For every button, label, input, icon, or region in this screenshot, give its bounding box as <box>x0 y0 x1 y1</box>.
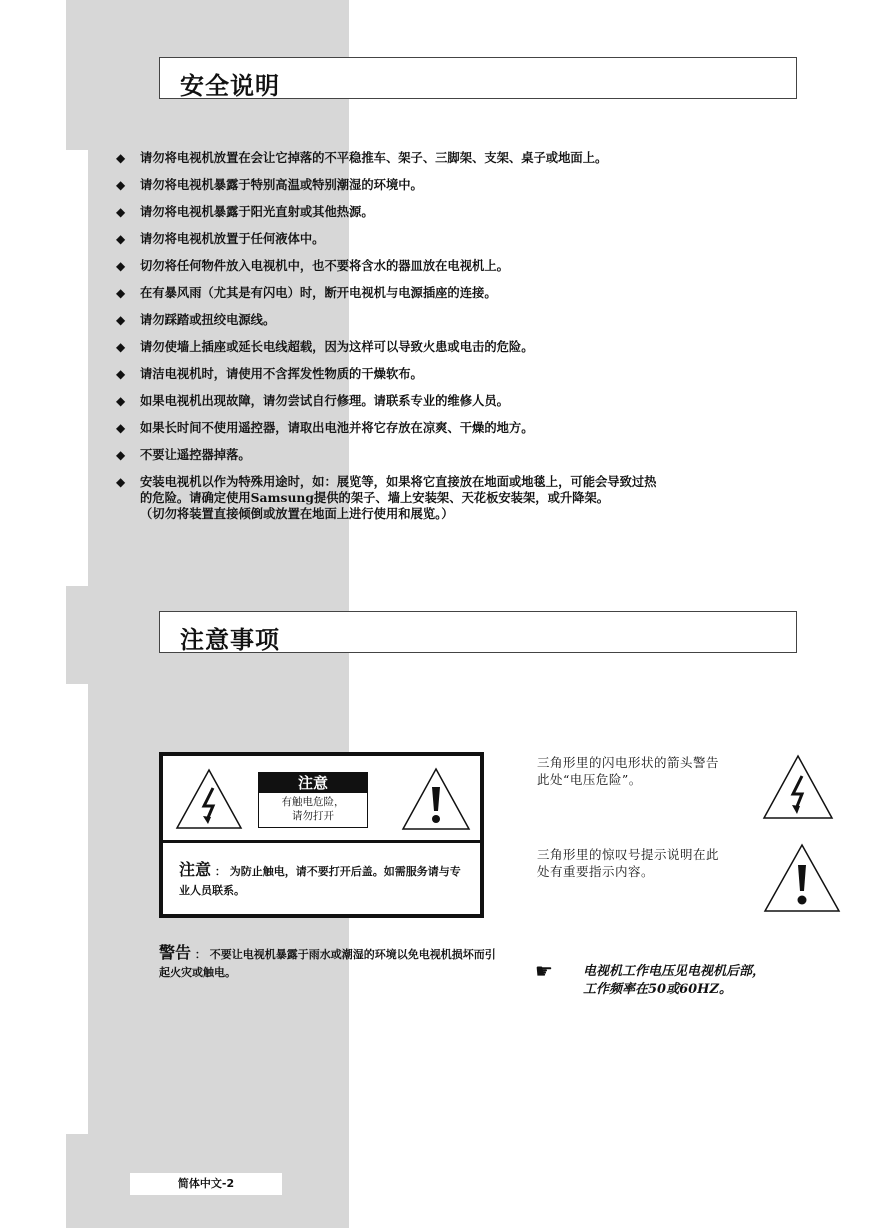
list-item-installation: ◆ 安装电视机以作为特殊用途时，如：展览等，如果将它直接放在地面或地毯上，可能会导致过热 的危险。请确定使用Samsung提供的架子、墙上安装架、天花板安装架，或升降架。 （切勿将装置直接倾倒或放置在地面上进行使用和展览。） <box>116 474 657 521</box>
warning-statement: 警告 ： 不要让电视机暴露于雨水或潮湿的环境以免电视机损坏而引起火灾或触电。 <box>159 943 496 979</box>
lightning-triangle-icon <box>175 768 243 830</box>
diamond-bullet-icon: ◆ <box>116 205 126 219</box>
lightning-note: 三角形里的闪电形状的箭头警告 此处“电压危险”。 <box>537 755 720 787</box>
exclamation-note: 三角形里的惊叹号提示说明在此 处有重要指示内容。 <box>537 847 720 879</box>
page-number-label: 简体中文-2 <box>130 1173 282 1195</box>
warning-label-box <box>159 752 484 918</box>
diamond-bullet-icon: ◆ <box>116 259 126 273</box>
exclamation-triangle-icon <box>763 843 841 913</box>
list-item: ◆ 请勿使墙上插座或延长电线超载，因为这样可以导致火患或电击的危险。 <box>116 339 534 354</box>
pointing-hand-icon: ☛ <box>535 959 553 983</box>
list-item: ◆ 如果长时间不使用遥控器，请取出电池并将它存放在凉爽、干燥的地方。 <box>116 420 534 435</box>
safety-title: 安全说明 <box>180 72 280 100</box>
diamond-bullet-icon: ◆ <box>116 313 126 327</box>
caution-title-box <box>159 611 797 653</box>
list-item: ◆ 在有暴风雨（尤其是有闪电）时，断开电视机与电源插座的连接。 <box>116 285 497 300</box>
caution-label-header: 注意 <box>259 773 367 793</box>
diamond-bullet-icon: ◆ <box>116 340 126 354</box>
list-item: ◆ 请勿将电视机放置在会让它掉落的不平稳推车、架子、三脚架、支架、桌子或地面上。 <box>116 150 608 165</box>
caution-label <box>258 772 368 828</box>
diamond-bullet-icon: ◆ <box>116 448 126 462</box>
safety-list <box>116 150 796 522</box>
list-item: ◆ 切勿将任何物件放入电视机中，也不要将含水的器皿放在电视机上。 <box>116 258 509 273</box>
diamond-bullet-icon: ◆ <box>116 394 126 408</box>
list-item: ◆ 请勿踩踏或扭绞电源线。 <box>116 312 276 327</box>
voltage-hint: 电视机工作电压见电视机后部， 工作频率在50或60HZ。 <box>583 964 766 997</box>
diamond-bullet-icon: ◆ <box>116 178 126 192</box>
diamond-bullet-icon: ◆ <box>116 151 126 165</box>
diamond-bullet-icon: ◆ <box>116 232 126 246</box>
diamond-bullet-icon: ◆ <box>116 475 126 489</box>
exclamation-triangle-icon <box>401 767 471 831</box>
lightning-triangle-icon <box>762 754 834 820</box>
list-item: ◆ 请勿将电视机暴露于阳光直射或其他热源。 <box>116 204 374 219</box>
caution-title: 注意事项 <box>180 626 280 654</box>
list-item: ◆ 不要让遥控器掉落。 <box>116 447 251 462</box>
box-caution-text: 注意 ： 为防止触电，请不要打开后盖。如需服务请与专业人员联系。 <box>179 860 461 897</box>
list-item: ◆ 请勿将电视机暴露于特别高温或特别潮湿的环境中。 <box>116 177 423 192</box>
safety-title-box <box>159 57 797 99</box>
diamond-bullet-icon: ◆ <box>116 421 126 435</box>
diamond-bullet-icon: ◆ <box>116 367 126 381</box>
caution-label-line2: 请勿打开 <box>292 810 334 822</box>
label-divider <box>163 840 480 843</box>
list-item: ◆ 如果电视机出现故障，请勿尝试自行修理。请联系专业的维修人员。 <box>116 393 509 408</box>
diamond-bullet-icon: ◆ <box>116 286 126 300</box>
list-item: ◆ 请洁电视机时，请使用不含挥发性物质的干燥软布。 <box>116 366 423 381</box>
caution-label-line1: 有触电危险， <box>281 796 345 808</box>
list-item: ◆ 请勿将电视机放置于任何液体中。 <box>116 231 325 246</box>
